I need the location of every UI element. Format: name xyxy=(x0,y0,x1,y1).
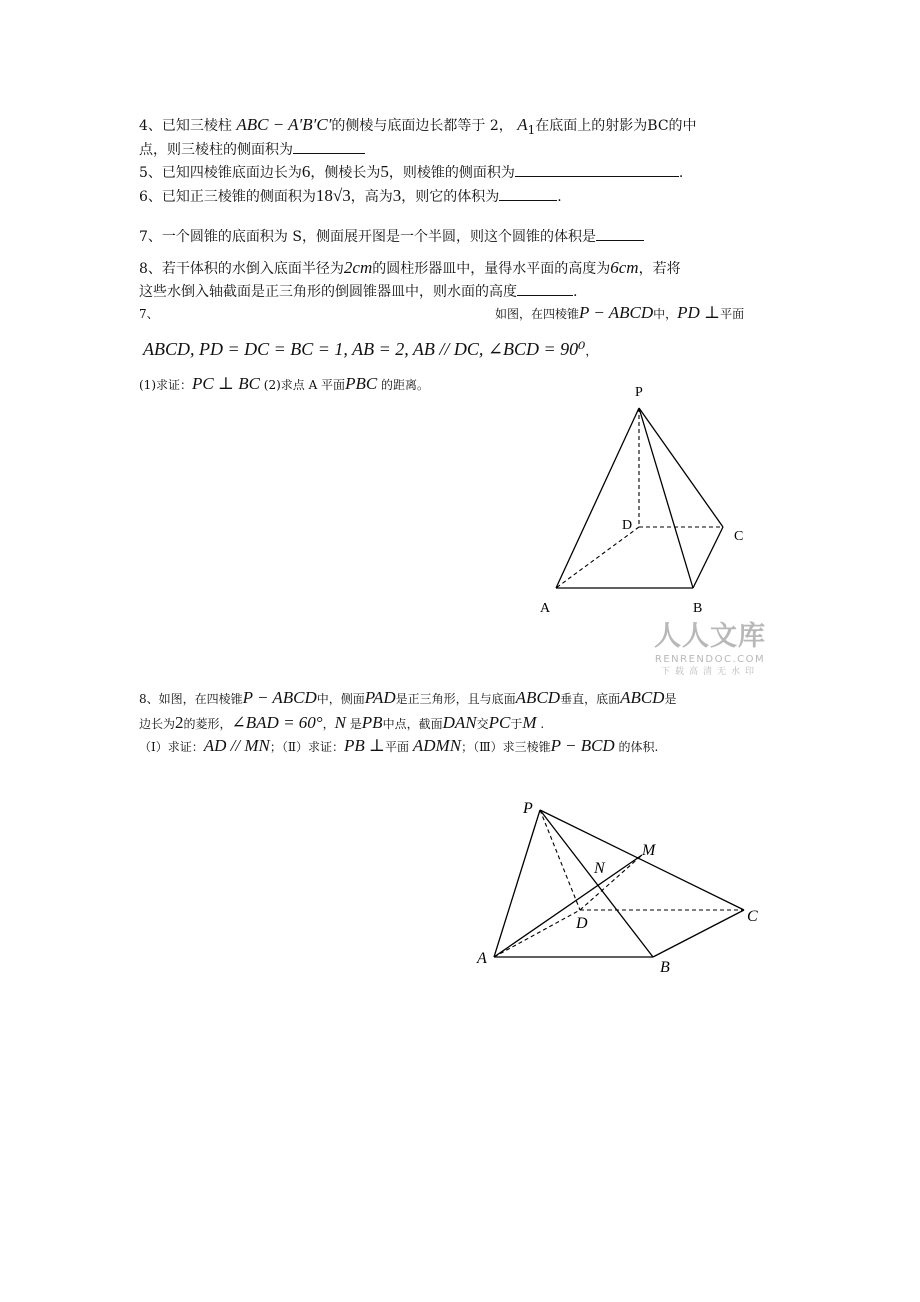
label-C: C xyxy=(747,908,758,925)
q4-line1: 4、已知三棱柱 ABC − A′B′C′的侧棱与底面边长都等于 2， $A_1$在底面上的射影为BC的中 xyxy=(139,115,697,137)
edge-PB xyxy=(540,810,653,957)
label-M: M xyxy=(642,842,656,859)
q7b-num: 7、 xyxy=(139,307,159,321)
label-N: N xyxy=(594,860,605,877)
label-P: P xyxy=(635,385,643,400)
edge-BC xyxy=(693,527,723,588)
q7b-line2: ABCD, PD = DC = BC = 1, AB = 2, AB // DC, ∠BCD = 90⁰， xyxy=(143,339,598,359)
edge-PC xyxy=(540,810,744,910)
q8b-line3: （Ⅰ）求证：AD // MN；（Ⅱ）求证：PB ⊥平面 ADMN；（Ⅲ）求三棱锥P − BCD 的体积. xyxy=(139,736,659,755)
watermark-title: 人人文库 xyxy=(654,621,766,652)
edge-PD-hidden xyxy=(540,810,580,910)
prism-expr: ABC − A′B′C′ xyxy=(236,115,332,134)
answer-blank[interactable] xyxy=(596,226,644,241)
edge-AM xyxy=(494,855,642,957)
label-P: P xyxy=(523,800,533,817)
pyramid-figure-1 xyxy=(520,378,780,618)
q8b-line1: 8、如图，在四棱锥P − ABCD中，侧面PAD是正三角形，且与底面ABCD垂直，底面ABCD是 xyxy=(139,688,677,707)
edge-DA-hidden xyxy=(556,527,639,588)
q6-line: 6、已知正三棱锥的侧面积为18√3，高为3，则它的体积为 . xyxy=(139,186,562,205)
q4-line2: 点，则三棱柱的侧面积为 xyxy=(139,139,365,159)
edge-BC xyxy=(653,910,744,957)
q7a-line: 7、一个圆锥的底面积为 S，侧面展开图是一个半圆，则这个圆锥的体积是 xyxy=(139,226,644,246)
edge-PA xyxy=(556,408,639,588)
label-A: A xyxy=(540,601,551,616)
watermark-site: RENRENDOC.COM xyxy=(654,654,766,665)
watermark-slogan: 下载高清无水印 xyxy=(660,667,759,677)
answer-blank[interactable] xyxy=(515,162,679,177)
q8a-line2: 这些水倒入轴截面是正三角形的倒圆锥器皿中，则水面的高度 . xyxy=(139,281,577,301)
q8a-line1: 8、若干体积的水倒入底面半径为2cm的圆柱形器皿中，量得水平面的高度为6cm，若将 xyxy=(139,258,681,277)
label-D: D xyxy=(622,518,633,533)
q5-line: 5、已知四棱锥底面边长为6，侧棱长为5，则棱锥的侧面积为 . xyxy=(139,162,684,181)
q7b-line1: 如图，在四棱锥P − ABCD中，PD ⊥平面 xyxy=(495,303,745,322)
watermark-logo xyxy=(648,620,772,678)
q8b-line2: 边长为2的菱形，∠BAD = 60°，N 是PB中点，截面DAN交PC于M . xyxy=(139,713,545,732)
edge-PB xyxy=(639,408,693,588)
label-B: B xyxy=(660,959,670,976)
label-D: D xyxy=(576,915,588,932)
edge-PC xyxy=(639,408,723,527)
answer-blank[interactable] xyxy=(499,186,557,201)
q7b-line3: (1)求证：PC ⊥ BC (2)求点 A 平面PBC 的距离。 xyxy=(139,374,430,393)
pyramid-figure-2 xyxy=(470,795,770,990)
edge-PA xyxy=(494,810,540,957)
label-A: A xyxy=(477,950,487,967)
answer-blank[interactable] xyxy=(293,139,365,154)
label-C: C xyxy=(734,529,744,544)
label-B: B xyxy=(693,601,703,616)
answer-blank[interactable] xyxy=(517,281,573,296)
